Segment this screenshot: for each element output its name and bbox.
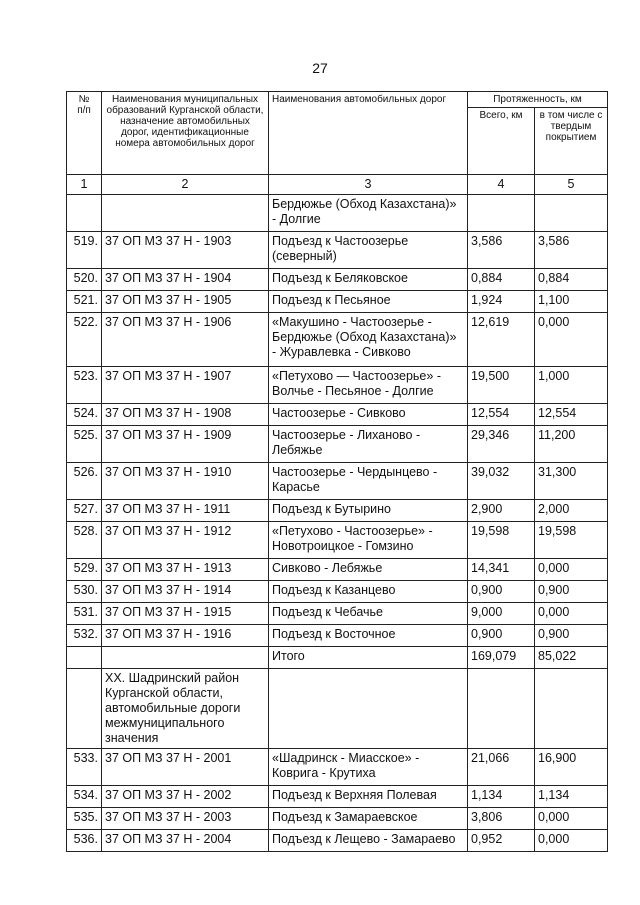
table-row xyxy=(67,581,608,603)
colnum-4: 4 xyxy=(468,175,535,195)
road-name: Подъезд к Верхняя Полевая xyxy=(269,786,468,808)
road-id: 37 ОП МЗ 37 Н - 2001 xyxy=(102,749,269,786)
road-id: 37 ОП МЗ 37 Н - 1916 xyxy=(102,625,269,647)
road-id: 37 ОП МЗ 37 Н - 1915 xyxy=(102,603,269,625)
table-row xyxy=(67,426,608,463)
row-number xyxy=(67,647,102,669)
length-paved: 31,300 xyxy=(535,463,608,500)
road-name: Частоозерье - Сивково xyxy=(269,404,468,426)
road-name: Подъезд к Казанцево xyxy=(269,581,468,603)
header-municipal: Наименования муниципальных образований Курганской области, назначение автомобильных дорог, идентификационные номера автомобильных дорог xyxy=(102,92,269,175)
row-number: 521. xyxy=(67,291,102,313)
road-name: Частоозерье - Лиханово - Лебяжье xyxy=(269,426,468,463)
road-name: Подъезд к Чебачье xyxy=(269,603,468,625)
length-total: 19,500 xyxy=(468,367,535,404)
roads-table-body xyxy=(67,92,608,852)
header-row xyxy=(67,92,608,108)
colnum-1: 1 xyxy=(67,175,102,195)
roads-table xyxy=(66,91,608,852)
table-row xyxy=(67,786,608,808)
table-row xyxy=(67,749,608,786)
road-id: 37 ОП МЗ 37 Н - 1908 xyxy=(102,404,269,426)
road-name: Подъезд к Восточное xyxy=(269,625,468,647)
length-total: 0,900 xyxy=(468,581,535,603)
length-paved: 0,900 xyxy=(535,625,608,647)
road-id xyxy=(102,195,269,232)
road-name: Частоозерье - Чердынцево - Карасье xyxy=(269,463,468,500)
length-paved: 2,000 xyxy=(535,500,608,522)
road-name: Подъезд к Лещево - Замараево xyxy=(269,830,468,852)
road-name: «Шадринск - Миасское» - Ковригa - Крутиха xyxy=(269,749,468,786)
length-total: 12,619 xyxy=(468,313,535,367)
header-length: Протяженность, км xyxy=(468,92,608,108)
row-number: 528. xyxy=(67,522,102,559)
road-name: «Макушино - Частоозерье - Бердюжье (Обход Казахстана)» - Журавлевка - Сивково xyxy=(269,313,468,367)
road-name: Подъезд к Замараевское xyxy=(269,808,468,830)
row-number: 522. xyxy=(67,313,102,367)
length-paved: 0,000 xyxy=(535,830,608,852)
table-row xyxy=(67,313,608,367)
length-paved: 0,000 xyxy=(535,808,608,830)
road-id: 37 ОП МЗ 37 Н - 1914 xyxy=(102,581,269,603)
length-total: 21,066 xyxy=(468,749,535,786)
length-paved xyxy=(535,669,608,749)
road-name: Подъезд к Частоозерье (северный) xyxy=(269,232,468,269)
page-number: 27 xyxy=(312,60,328,76)
road-id: 37 ОП МЗ 37 Н - 1907 xyxy=(102,367,269,404)
table-row xyxy=(67,500,608,522)
table-row xyxy=(67,559,608,581)
row-number: 527. xyxy=(67,500,102,522)
length-paved: 1,000 xyxy=(535,367,608,404)
length-paved: 0,000 xyxy=(535,559,608,581)
road-id: 37 ОП МЗ 37 Н - 2004 xyxy=(102,830,269,852)
road-name: Подъезд к Бутырино xyxy=(269,500,468,522)
road-id: 37 ОП МЗ 37 Н - 1904 xyxy=(102,269,269,291)
column-number-row xyxy=(67,175,608,195)
table-row xyxy=(67,669,608,749)
table-row xyxy=(67,232,608,269)
road-id: 37 ОП МЗ 37 Н - 1911 xyxy=(102,500,269,522)
table-row xyxy=(67,522,608,559)
length-paved: 12,554 xyxy=(535,404,608,426)
length-paved: 19,598 xyxy=(535,522,608,559)
row-number xyxy=(67,669,102,749)
road-name: Итого xyxy=(269,647,468,669)
row-number: 529. xyxy=(67,559,102,581)
table-row xyxy=(67,830,608,852)
length-paved: 16,900 xyxy=(535,749,608,786)
road-name: Подъезд к Песьяное xyxy=(269,291,468,313)
length-total: 0,952 xyxy=(468,830,535,852)
row-number: 535. xyxy=(67,808,102,830)
length-total: 29,346 xyxy=(468,426,535,463)
length-paved xyxy=(535,195,608,232)
road-name: «Петухово — Частоозерье» - Волчье - Песьяное - Долгие xyxy=(269,367,468,404)
header-paved: в том числе с твердым покрытием xyxy=(535,108,608,175)
road-id: 37 ОП МЗ 37 Н - 2002 xyxy=(102,786,269,808)
road-name: «Петухово - Частоозерье» - Новотроицкое - Гомзино xyxy=(269,522,468,559)
length-paved: 85,022 xyxy=(535,647,608,669)
length-paved: 3,586 xyxy=(535,232,608,269)
length-paved: 1,100 xyxy=(535,291,608,313)
table-row xyxy=(67,625,608,647)
table-row xyxy=(67,808,608,830)
length-total: 169,079 xyxy=(468,647,535,669)
table-row xyxy=(67,647,608,669)
length-paved: 0,900 xyxy=(535,581,608,603)
length-total xyxy=(468,669,535,749)
header-road: Наименования автомобильных дорог xyxy=(269,92,468,175)
row-number: 536. xyxy=(67,830,102,852)
row-number: 524. xyxy=(67,404,102,426)
length-total: 9,000 xyxy=(468,603,535,625)
length-total: 39,032 xyxy=(468,463,535,500)
table-row xyxy=(67,269,608,291)
road-name: Подъезд к Беляковское xyxy=(269,269,468,291)
length-total xyxy=(468,195,535,232)
length-paved: 1,134 xyxy=(535,786,608,808)
table-row xyxy=(67,291,608,313)
length-total: 0,884 xyxy=(468,269,535,291)
row-number: 533. xyxy=(67,749,102,786)
road-id: 37 ОП МЗ 37 Н - 1910 xyxy=(102,463,269,500)
length-total: 3,586 xyxy=(468,232,535,269)
length-total: 1,134 xyxy=(468,786,535,808)
length-total: 12,554 xyxy=(468,404,535,426)
road-id: 37 ОП МЗ 37 Н - 1909 xyxy=(102,426,269,463)
table-row xyxy=(67,195,608,232)
road-name: Сивково - Лебяжье xyxy=(269,559,468,581)
table-row xyxy=(67,367,608,404)
length-total: 0,900 xyxy=(468,625,535,647)
row-number: 532. xyxy=(67,625,102,647)
length-total: 2,900 xyxy=(468,500,535,522)
row-number xyxy=(67,195,102,232)
length-paved: 0,000 xyxy=(535,603,608,625)
row-number: 530. xyxy=(67,581,102,603)
road-id: 37 ОП МЗ 37 Н - 1906 xyxy=(102,313,269,367)
length-total: 3,806 xyxy=(468,808,535,830)
length-total: 1,924 xyxy=(468,291,535,313)
road-id: 37 ОП МЗ 37 Н - 1903 xyxy=(102,232,269,269)
table-row xyxy=(67,463,608,500)
row-number: 526. xyxy=(67,463,102,500)
header-total: Всего, км xyxy=(468,108,535,175)
table-row xyxy=(67,404,608,426)
length-paved: 11,200 xyxy=(535,426,608,463)
row-number: 520. xyxy=(67,269,102,291)
length-paved: 0,884 xyxy=(535,269,608,291)
row-number: 525. xyxy=(67,426,102,463)
road-id: 37 ОП МЗ 37 Н - 2003 xyxy=(102,808,269,830)
road-id: 37 ОП МЗ 37 Н - 1913 xyxy=(102,559,269,581)
row-number: 534. xyxy=(67,786,102,808)
colnum-2: 2 xyxy=(102,175,269,195)
road-id: 37 ОП МЗ 37 Н - 1905 xyxy=(102,291,269,313)
row-number: 531. xyxy=(67,603,102,625)
row-number: 523. xyxy=(67,367,102,404)
colnum-5: 5 xyxy=(535,175,608,195)
header-num: № п/п xyxy=(67,92,102,175)
row-number: 519. xyxy=(67,232,102,269)
road-id xyxy=(102,647,269,669)
road-name: Бердюжье (Обход Казахстана)» - Долгие xyxy=(269,195,468,232)
table-row xyxy=(67,603,608,625)
length-paved: 0,000 xyxy=(535,313,608,367)
length-total: 19,598 xyxy=(468,522,535,559)
road-name xyxy=(269,669,468,749)
road-id: 37 ОП МЗ 37 Н - 1912 xyxy=(102,522,269,559)
length-total: 14,341 xyxy=(468,559,535,581)
road-id: XX. Шадринский район Курганской области, автомобильные дороги межмуниципального значения xyxy=(102,669,269,749)
colnum-3: 3 xyxy=(269,175,468,195)
